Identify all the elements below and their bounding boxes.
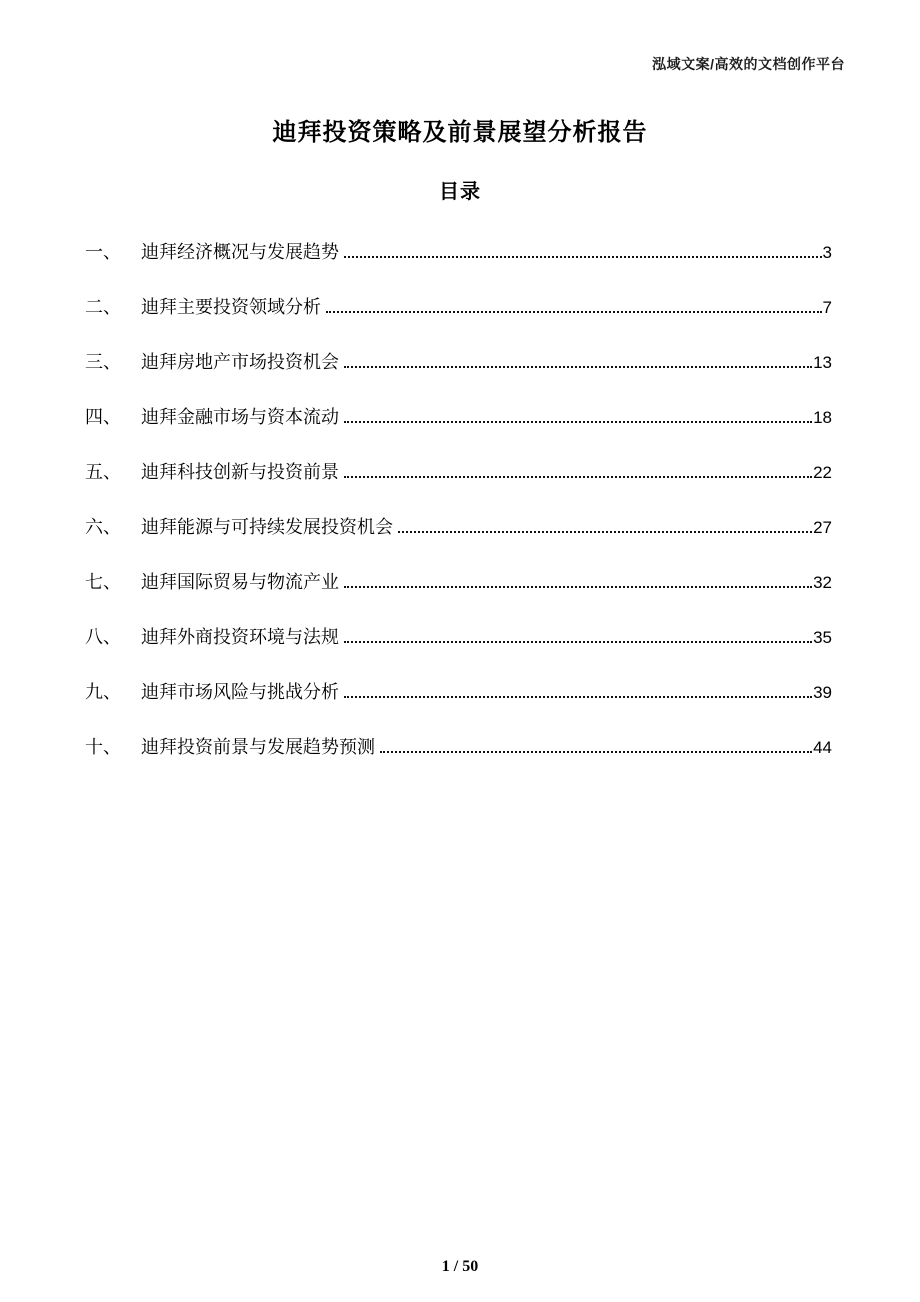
toc-entry-number: 九、 xyxy=(85,682,121,702)
toc-entry-page-number: 3 xyxy=(822,243,832,262)
toc-entry[interactable] xyxy=(85,445,832,500)
toc-dot-leader xyxy=(326,311,822,313)
table-of-contents xyxy=(85,225,832,775)
toc-entry-page-number: 32 xyxy=(813,573,832,592)
toc-heading: 目录 xyxy=(439,181,481,203)
toc-entry[interactable] xyxy=(85,720,832,775)
toc-entry-number: 七、 xyxy=(85,572,121,592)
toc-dot-leader xyxy=(344,586,812,588)
toc-entry-number: 六、 xyxy=(85,517,121,537)
toc-entry-label: 迪拜主要投资领域分析 xyxy=(141,297,321,317)
toc-entry-number: 八、 xyxy=(85,627,121,647)
toc-entry[interactable] xyxy=(85,390,832,445)
toc-entry-label: 迪拜金融市场与资本流动 xyxy=(141,407,339,427)
toc-dot-leader xyxy=(398,531,812,533)
toc-entry-page-number: 39 xyxy=(813,683,832,702)
toc-entry-label: 迪拜投资前景与发展趋势预测 xyxy=(141,737,375,757)
toc-entry-page-number: 27 xyxy=(813,518,832,537)
toc-entry-number: 一、 xyxy=(85,242,121,262)
toc-entry-number: 五、 xyxy=(85,462,121,482)
toc-entry-label: 迪拜科技创新与投资前景 xyxy=(141,462,339,482)
page-number-indicator: 1 / 50 xyxy=(441,1258,479,1275)
toc-entry[interactable] xyxy=(85,610,832,665)
toc-entry-page-number: 44 xyxy=(813,738,832,757)
report-title: 迪拜投资策略及前景展望分析报告 xyxy=(272,119,648,146)
toc-entry[interactable] xyxy=(85,335,832,390)
toc-entry[interactable] xyxy=(85,500,832,555)
toc-entry-label: 迪拜经济概况与发展趋势 xyxy=(141,242,339,262)
toc-entry-label: 迪拜国际贸易与物流产业 xyxy=(141,572,339,592)
toc-entry-page-number: 35 xyxy=(813,628,832,647)
toc-entry-page-number: 13 xyxy=(813,353,832,372)
toc-entry-number: 十、 xyxy=(85,737,121,757)
toc-entry[interactable] xyxy=(85,225,832,280)
toc-entry[interactable] xyxy=(85,555,832,610)
toc-dot-leader xyxy=(344,696,812,698)
toc-dot-leader xyxy=(344,421,812,423)
toc-entry-label: 迪拜外商投资环境与法规 xyxy=(141,627,339,647)
toc-dot-leader xyxy=(344,256,822,258)
toc-dot-leader xyxy=(344,366,812,368)
toc-entry-label: 迪拜市场风险与挑战分析 xyxy=(141,682,339,702)
toc-dot-leader xyxy=(344,641,812,643)
toc-dot-leader xyxy=(380,751,812,753)
toc-entry-number: 四、 xyxy=(85,407,121,427)
toc-entry-page-number: 7 xyxy=(822,298,832,317)
toc-entry-number: 三、 xyxy=(85,352,121,372)
toc-entry[interactable] xyxy=(85,280,832,335)
toc-entry-label: 迪拜能源与可持续发展投资机会 xyxy=(141,517,393,537)
toc-entry-label: 迪拜房地产市场投资机会 xyxy=(141,352,339,372)
toc-entry-page-number: 18 xyxy=(813,408,832,427)
toc-dot-leader xyxy=(344,476,812,478)
toc-entry[interactable] xyxy=(85,665,832,720)
platform-header-text: 泓域文案/高效的文档创作平台 xyxy=(652,56,845,72)
toc-entry-page-number: 22 xyxy=(813,463,832,482)
toc-entry-number: 二、 xyxy=(85,297,121,317)
